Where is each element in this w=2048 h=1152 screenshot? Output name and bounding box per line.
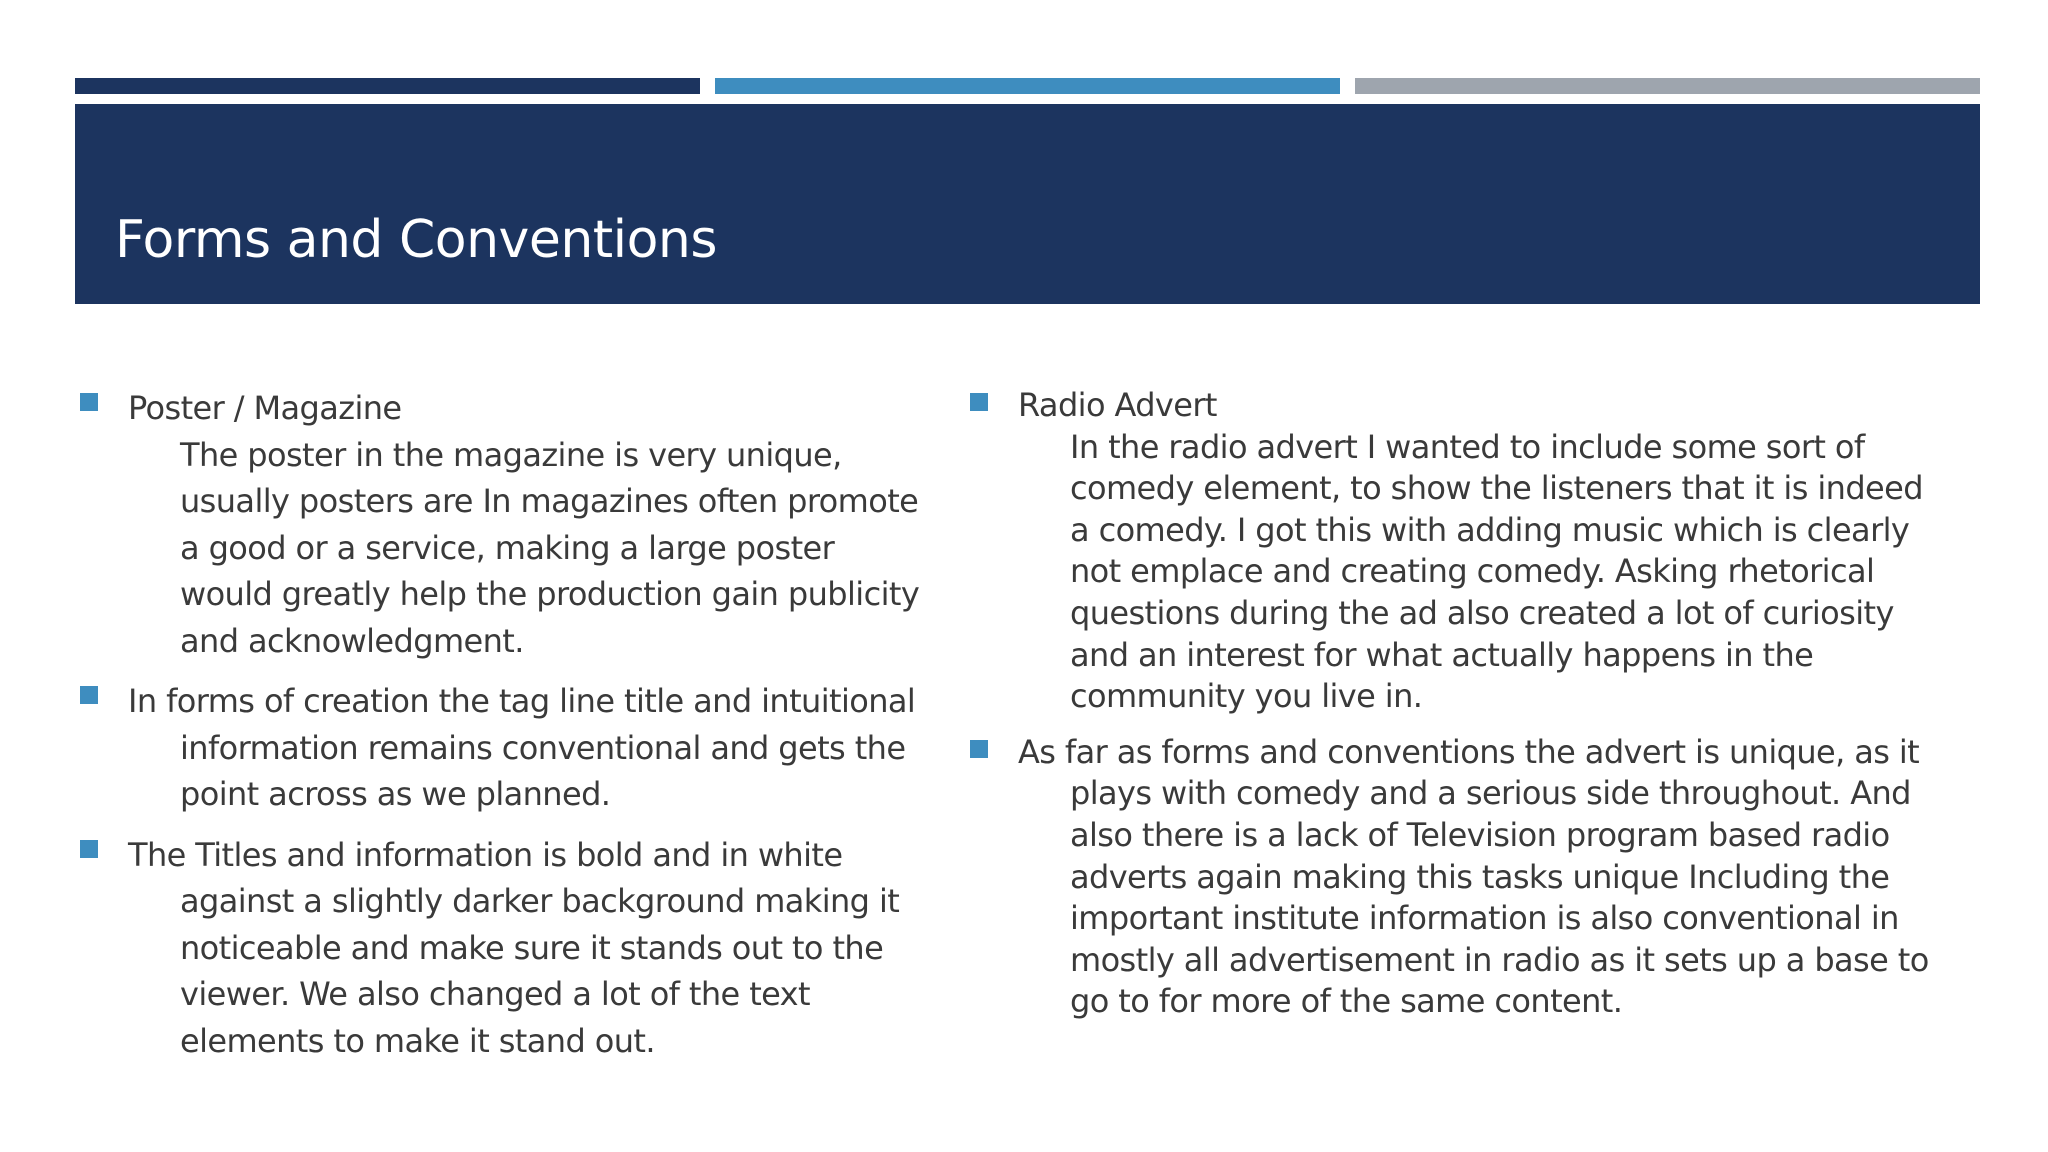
accent-stripe-navy [75,78,700,94]
bullet-text-line: not emplace and creating comedy. Asking rhetorical [1070,552,1875,591]
bullet-text-line: community you live in. [1070,677,1423,716]
bullet-item [970,385,1970,718]
bullet-text-line: information remains conventional and gets the [180,728,906,767]
page-title: Forms and Conventions [115,210,717,270]
bullet-item [80,832,950,1065]
bullet-text-line: mostly all advertisement in radio as it sets up a base to [1070,940,1929,979]
bullet-text-line: noticeable and make sure it stands out to the [180,928,884,967]
accent-stripe-blue [715,78,1340,94]
accent-stripe-gray [1355,78,1980,94]
bullet-text-line: questions during the ad also created a lot of curiosity [1070,593,1894,632]
square-bullet-icon [970,393,988,411]
bullet-text-line: viewer. We also changed a lot of the text [180,975,810,1013]
bullet-text-line: would greatly help the production gain publicity [180,575,920,613]
bullet-text-line: against a slightly darker background making it [180,882,900,920]
square-bullet-icon [80,840,98,858]
bullet-text-line: and acknowledgment. [180,621,524,660]
left-column [80,385,950,1078]
square-bullet-icon [80,393,98,411]
bullet-text-line: In forms of creation the tag line title and intuitional [128,682,916,720]
square-bullet-icon [80,686,98,704]
square-bullet-icon [970,740,988,758]
bullet-text-line: and an interest for what actually happens in the [1070,635,1814,674]
bullet-text-line: The poster in the magazine is very unique, [180,435,842,474]
bullet-text-line: comedy element, to show the listeners that it is indeed [1070,469,1923,508]
bullet-item [970,732,1970,1023]
bullet-text-line: go to for more of the same content. [1070,982,1623,1021]
bullet-text-line: In the radio advert I wanted to include some sort of [1070,427,1865,466]
right-column [970,385,1970,1037]
bullet-item [80,678,950,818]
title-bar [75,104,1980,304]
bullet-text-line: also there is a lack of Television program based radio [1070,815,1890,854]
bullet-text-line: a good or a service, making a large poster [180,528,835,567]
bullet-heading: Poster / Magazine [128,389,402,427]
bullet-item [80,385,950,664]
bullet-text-line: adverts again making this tasks unique Including the [1070,857,1890,896]
bullet-text-line: elements to make it stand out. [180,1021,655,1060]
bullet-heading: Radio Advert [1018,386,1217,424]
bullet-text-line: usually posters are In magazines often promote [180,482,919,520]
bullet-text-line: a comedy. I got this with adding music which is clearly [1070,510,1910,549]
bullet-text-line: important institute information is also conventional in [1070,899,1899,938]
bullet-text-line: As far as forms and conventions the advert is unique, as it [1018,732,1920,771]
bullet-text-line: plays with comedy and a serious side throughout. And [1070,774,1911,813]
bullet-text-line: point across as we planned. [180,775,611,813]
bullet-text-line: The Titles and information is bold and in white [128,835,843,874]
